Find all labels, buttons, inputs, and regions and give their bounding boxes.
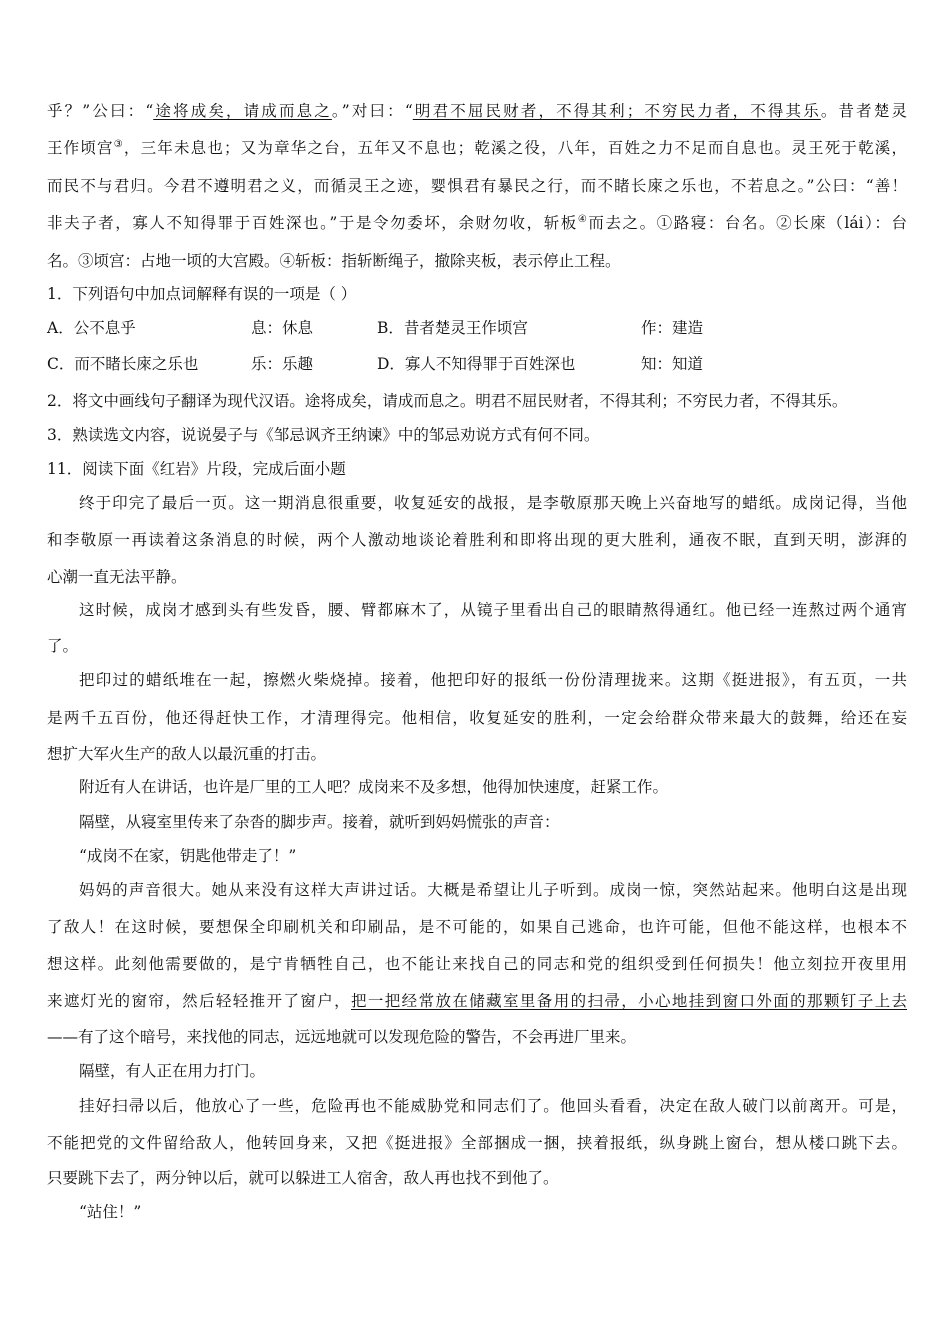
passage-line: 非夫子者，寡人不知得罪于百姓深也。”于是令勿委坏，余财勿收，斩板④而去之。①路寝：台名。②长庲（lái）：台 bbox=[47, 214, 907, 232]
question-3: 3．熟读选文内容，说说晏子与《邹忌讽齐王纳谏》中的邹忌劝说方式有何不同。 bbox=[47, 426, 600, 444]
paragraph-line: 是两千五百份，他还得赶快工作，才清理得完。他相信，收复延安的胜利，一定会给群众带来最大的鼓舞，给还在妄 bbox=[47, 709, 907, 727]
passage-line: 乎？”公曰：“途将成矣，请成而息之。”对曰：“明君不屈民财者，不得其利；不穷民力者，不得其乐。昔者楚灵 bbox=[47, 102, 907, 120]
footnote-mark: ③ bbox=[113, 139, 124, 150]
paragraph-line: 了。 bbox=[47, 637, 79, 655]
paragraph-line: 隔壁，有人正在用力打门。 bbox=[79, 1062, 266, 1080]
dialogue-line: “成岗不在家，钥匙他带走了！” bbox=[79, 847, 297, 865]
option-a: A．公不息乎 bbox=[47, 319, 136, 337]
option-b-gloss: 作：建造 bbox=[641, 319, 704, 337]
footnote-mark: ④ bbox=[577, 214, 589, 225]
paragraph-line: ——有了这个暗号，来找他的同志，远远地就可以发现危险的警告，不会再进厂里来。 bbox=[47, 1028, 637, 1046]
passage-line: 而民不与君归。今君不遵明君之义，而循灵王之迹，婴惧君有暴民之行，而不睹长庲之乐也，不若息之。”公曰：“善！ bbox=[47, 177, 907, 195]
option-c-gloss: 乐：乐趣 bbox=[251, 355, 314, 373]
dialogue-line: “站住！” bbox=[79, 1203, 142, 1221]
paragraph-line: 了敌人！在这时候，要想保全印刷机关和印刷品，是不可能的，如果自己逃命，也许可能，但他不能这样，也根本不 bbox=[47, 918, 907, 936]
paragraph-line: 只要跳下去了，两分钟以后，就可以躲进工人宿舍，敌人再也找不到他了。 bbox=[47, 1169, 559, 1187]
paragraph-line: 想这样。此刻他需要做的，是宁肯牺牲自己，也不能让来找自己的同志和党的组织受到任何损失！他立刻拉开夜里用 bbox=[47, 955, 907, 973]
paragraph-line: 隔壁，从寝室里传来了杂沓的脚步声。接着，就听到妈妈慌张的声音： bbox=[79, 813, 560, 831]
underlined-sentence: 途将成矣，请成而息之 bbox=[153, 102, 332, 120]
paragraph-line: 这时候，成岗才感到头有些发昏，腰、臂都麻木了，从镜子里看出自己的眼睛熬得通红。他已经一连熬过两个通宵 bbox=[79, 601, 907, 619]
underlined-sentence: 明君不屈民财者，不得其利；不穷民力者，不得其乐 bbox=[412, 102, 821, 120]
option-a-gloss: 息：休息 bbox=[251, 319, 314, 337]
paragraph-line: 想扩大军火生产的敌人以最沉重的打击。 bbox=[47, 745, 327, 763]
option-d-gloss: 知：知道 bbox=[641, 355, 704, 373]
paragraph-line: 终于印完了最后一页。这一期消息很重要，收复延安的战报，是李敬原那天晚上兴奋地写的蜡纸。成岗记得，当他 bbox=[79, 494, 907, 512]
section-11-heading: 11．阅读下面《红岩》片段，完成后面小题 bbox=[47, 460, 346, 478]
option-b: B．昔者楚灵王作顷宫 bbox=[377, 319, 528, 337]
passage-line: 王作顷宫③，三年未息也；又为章华之台，五年又不息也；乾溪之役，八年，百姓之力不足而自息也。灵王死于乾溪， bbox=[47, 139, 907, 157]
option-d: D．寡人不知得罪于百姓深也 bbox=[377, 355, 576, 373]
paragraph-line: 把印过的蜡纸堆在一起，擦燃火柴烧掉。接着，他把印好的报纸一份份清理拢来。这期《挺进报》，有五页，一共 bbox=[79, 671, 907, 689]
paragraph-line: 妈妈的声音很大。她从来没有这样大声讲过话。大概是希望让儿子听到。成岗一惊，突然站起来。他明白这是出现 bbox=[79, 881, 907, 899]
paragraph-line: 不能把党的文件留给敌人，他转回身来，又把《挺进报》全部捆成一捆，挟着报纸，纵身跳上窗台，想从楼口跳下去。 bbox=[47, 1134, 907, 1152]
paragraph-line: 附近有人在讲话，也许是厂里的工人吧？成岗来不及多想，他得加快速度，赶紧工作。 bbox=[79, 778, 669, 796]
question-2: 2．将文中画线句子翻译为现代汉语。途将成矣，请成而息之。明君不屈民财者，不得其利；不穷民力者，不得其乐。 bbox=[47, 392, 848, 410]
underlined-sentence: 把一把经常放在储藏室里备用的扫帚，小心地挂到窗口外面的那颗钉子上去 bbox=[351, 992, 907, 1010]
paragraph-line: 心潮一直无法平静。 bbox=[47, 568, 187, 586]
paragraph-line: 和李敬原一再读着这条消息的时候，两个人激动地谈论着胜利和即将出现的更大胜利，通夜不眠，直到天明，澎湃的 bbox=[47, 531, 907, 549]
footnotes: 名。③顷宫：占地一顷的大宫殿。④斩板：指斩断绳子，撤除夹板，表示停止工程。 bbox=[47, 252, 621, 270]
option-c: C．而不睹长庲之乐也 bbox=[47, 355, 199, 373]
paragraph-line: 挂好扫帚以后，他放心了一些，危险再也不能威胁党和同志们了。他回头看看，决定在敌人破门以前离开。可是， bbox=[79, 1097, 907, 1115]
paragraph-line: 来遮灯光的窗帘，然后轻轻推开了窗户，把一把经常放在储藏室里备用的扫帚，小心地挂到窗口外面的那颗钉子上去 bbox=[47, 992, 907, 1010]
question-1: 1．下列语句中加点词解释有误的一项是（ ） bbox=[47, 285, 357, 303]
